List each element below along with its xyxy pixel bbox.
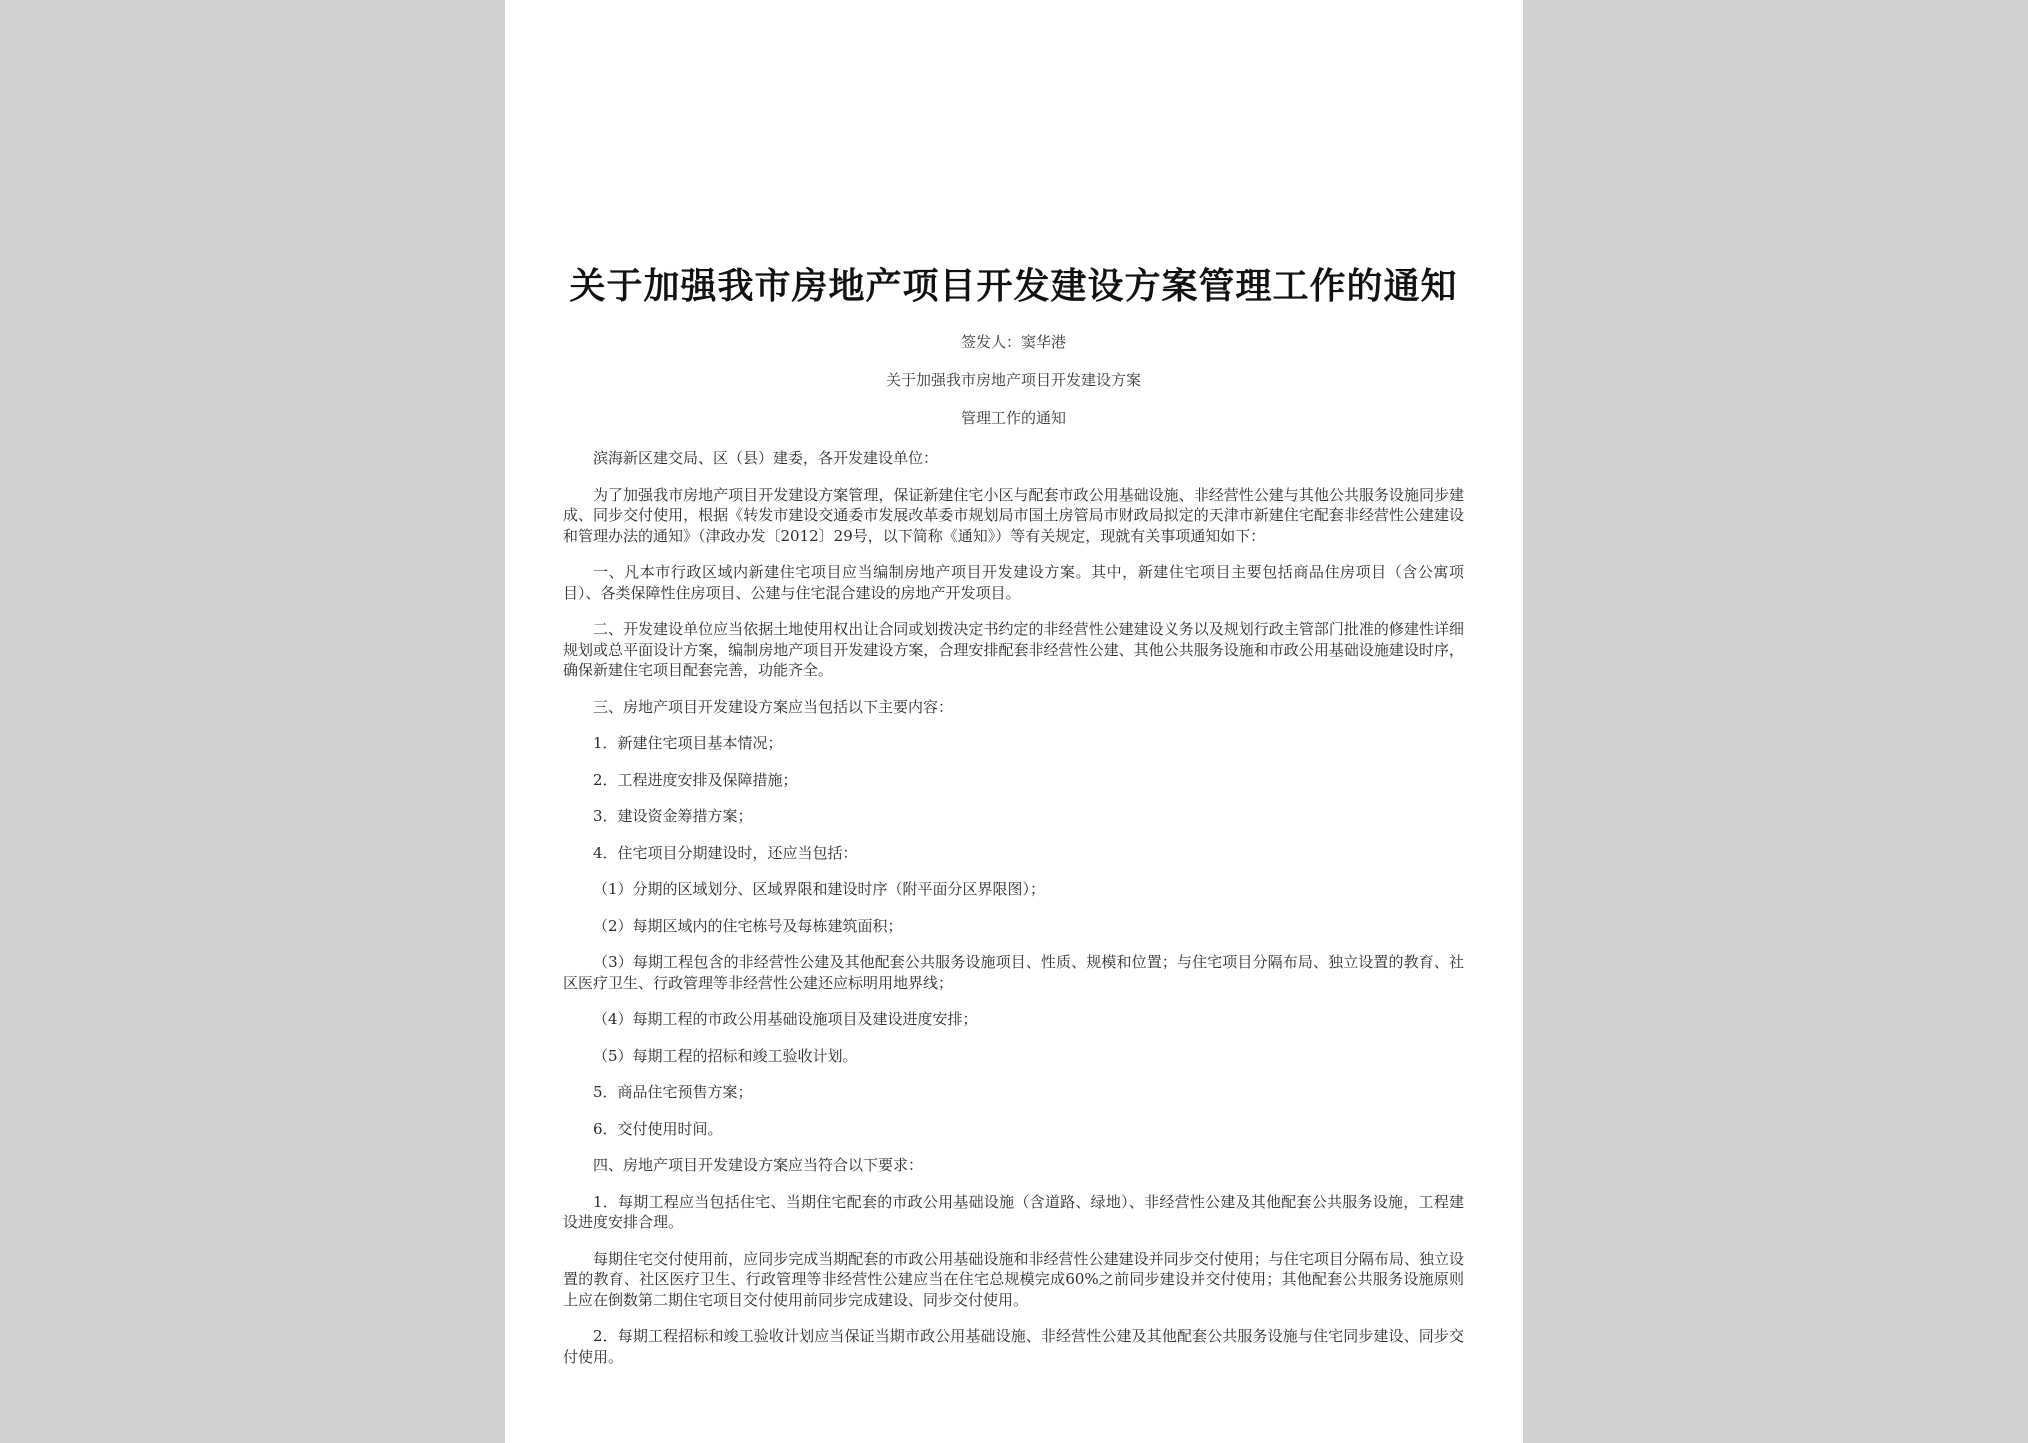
list-item: 2．每期工程招标和竣工验收计划应当保证当期市政公用基础设施、非经营性公建及其他配套公共服务设施与住宅同步建设、同步交付使用。 xyxy=(563,1327,1464,1366)
list-item: 1．新建住宅项目基本情况； xyxy=(593,734,783,752)
list-item: （1）分期的区域划分、区域界限和建设时序（附平面分区界限图）； xyxy=(593,880,1046,898)
subtitle-line-1: 关于加强我市房地产项目开发建设方案 xyxy=(885,371,1141,389)
list-item: 4．住宅项目分期建设时，还应当包括： xyxy=(593,843,858,862)
paragraph: 四、房地产项目开发建设方案应当符合以下要求： xyxy=(593,1156,924,1174)
paragraph: 每期住宅交付使用前，应同步完成当期配套的市政公用基础设施和非经营性公建建设并同步交付使用；与住宅项目分隔布局、独立设置的教育、社区医疗卫生、行政管理等非经营性公建应当在住宅总规模完成60%之前同步建设并交付使用；其他配套公共服务设施原则上应在倒数第二期住宅项目交付使用前同步完成建设、同步交付使用。 xyxy=(563,1249,1464,1309)
paragraph: 一、凡本市行政区域内新建住宅项目应当编制房地产项目开发建设方案。其中，新建住宅项目主要包括商品住房项目（含公寓项目）、各类保障性住房项目、公建与住宅混合建设的房地产开发项目。 xyxy=(563,563,1464,602)
list-item: 2．工程进度安排及保障措施； xyxy=(593,770,798,789)
signer-line: 签发人：窦华港 xyxy=(960,333,1066,351)
paragraph: 为了加强我市房地产项目开发建设方案管理，保证新建住宅小区与配套市政公用基础设施、非经营性公建与其他公共服务设施同步建成、同步交付使用，根据《转发市建设交通委市发展改革委市规划局市国土房管局市财政局拟定的天津市新建住宅配套非经营性公建建设和管理办法的通知》（津政办发〔2012〕29号，以下简称《通知》）等有关规定，现就有关事项通知如下： xyxy=(563,485,1464,545)
salutation: 滨海新区建交局、区（县）建委，各开发建设单位： xyxy=(593,449,939,467)
paragraph: 三、房地产项目开发建设方案应当包括以下主要内容： xyxy=(593,697,954,716)
list-item: （2）每期区域内的住宅栋号及每栋建筑面积； xyxy=(593,916,903,935)
list-item: （3）每期工程包含的非经营性公建及其他配套公共服务设施项目、性质、规模和位置；与住宅项目分隔布局、独立设置的教育、社区医疗卫生、行政管理等非经营性公建还应标明用地界线； xyxy=(563,953,1464,992)
document-title: 关于加强我市房地产项目开发建设方案管理工作的通知 xyxy=(569,265,1458,307)
list-item: （5）每期工程的招标和竣工验收计划。 xyxy=(593,1046,858,1065)
list-item: 5．商品住宅预售方案； xyxy=(593,1083,753,1101)
document-page xyxy=(505,0,1523,1443)
list-item: 6．交付使用时间。 xyxy=(593,1119,723,1138)
document-body xyxy=(563,448,1464,1367)
paragraph: 二、开发建设单位应当依据土地使用权出让合同或划拨决定书约定的非经营性公建建设义务以及规划行政主管部门批准的修建性详细规划或总平面设计方案，编制房地产项目开发建设方案，合理安排配套非经营性公建、其他公共服务设施和市政公用基础设施建设时序，确保新建住宅项目配套完善，功能齐全。 xyxy=(563,620,1464,679)
list-item: （4）每期工程的市政公用基础设施项目及建设进度安排； xyxy=(593,1010,978,1028)
list-item: 3．建设资金筹措方案； xyxy=(593,807,753,825)
subtitle-line-2: 管理工作的通知 xyxy=(960,409,1066,427)
list-item: 1．每期工程应当包括住宅、当期住宅配套的市政公用基础设施（含道路、绿地）、非经营性公建及其他配套公共服务设施，工程建设进度安排合理。 xyxy=(563,1192,1464,1231)
